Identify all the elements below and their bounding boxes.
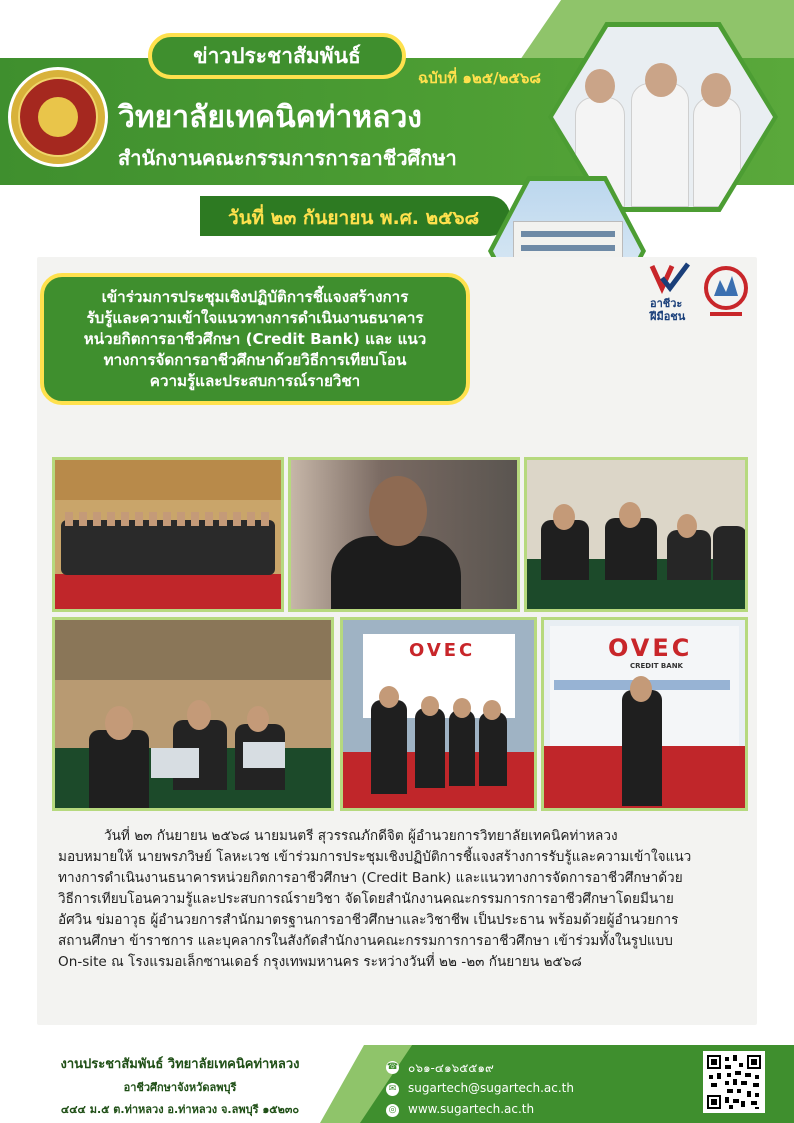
body-line: วันที่ ๒๓ กันยายน ๒๕๖๘ นายมนตรี สุวรรณภักดีจิต ผู้อำนวยการวิทยาลัยเทคนิคท่าหลวง	[104, 828, 618, 844]
attendee-head	[553, 504, 575, 530]
logo-seal	[18, 77, 98, 157]
logo-emblem	[38, 97, 78, 137]
building-windows	[521, 231, 615, 237]
headline-line: รับรู้และความเข้าใจแนวทางการดำเนินงานธนาคาร	[86, 308, 424, 327]
photo-ceiling	[55, 620, 331, 680]
official-head	[645, 63, 677, 97]
news-pill-label: ข่าวประชาสัมพันธ์	[193, 43, 361, 68]
qr-code-icon[interactable]	[703, 1051, 765, 1113]
portrait-photo	[288, 457, 520, 612]
attendee-head	[379, 686, 399, 708]
attendee-head	[453, 698, 471, 718]
attendee-head	[619, 502, 641, 528]
attendee-head	[421, 696, 439, 716]
photo-ceiling	[55, 460, 281, 500]
college-logo-icon	[8, 67, 108, 167]
crowd-heads	[65, 512, 271, 526]
crowd-group	[61, 520, 275, 575]
news-pill	[148, 33, 406, 79]
headline-line: ความรู้และประสบการณ์รายวิชา	[149, 371, 361, 390]
body-line: มอบหมายให้ นายพรภวิษย์ โลหะเวช เข้าร่วมการประชุมเชิงปฏิบัติการชี้แจงสร้างการรับรู้และความเข้าใจแนว	[58, 849, 692, 865]
photo-stage-carpet	[55, 574, 281, 609]
group-photo	[52, 457, 284, 612]
headline-line: ทางการจัดการอาชีวศึกษาด้วยวิธีการเทียบโอน	[103, 350, 407, 369]
attendee-figure	[415, 708, 445, 788]
attendee-figure	[89, 730, 149, 811]
attendee-figure	[449, 710, 475, 786]
headline-box	[40, 273, 470, 405]
body-line: สถานศึกษา ข้าราชการ และบุคลากรในสังกัดสำนักงานคณะกรรมการการอาชีวศึกษา เข้าร่วมทั้งในรูปแบบ	[58, 933, 673, 949]
badge-label: ฝีมือชน	[650, 310, 686, 323]
footer-website[interactable]: www.sugartech.ac.th	[408, 1102, 535, 1116]
speaker-photo	[541, 617, 748, 811]
attendee-figure	[479, 712, 507, 786]
footer-org-name: งานประชาสัมพันธ์ วิทยาลัยเทคนิคท่าหลวง	[60, 1057, 300, 1072]
body-line: On-site ณ โรงแรมอเล็กซานเดอร์ กรุงเทพมหานคร ระหว่างวันที่ ๒๒ -๒๓ กันยายน ๒๕๖๘	[58, 954, 582, 970]
headline-line: เข้าร่วมการประชุมเชิงปฏิบัติการชี้แจงสร้างการ	[101, 287, 409, 306]
audience-photo	[524, 457, 748, 612]
issue-date: วันที่ ๒๓ กันยายน พ.ศ. ๒๕๖๘	[228, 207, 480, 229]
footer-address: ๔๔๔ ม.๕ ต.ท่าหลวง อ.ท่าหลวง จ.ลพบุรี ๑๕๒๓๐	[60, 1103, 300, 1116]
headline-line: หน่วยกิตการอาชีวศึกษา (Credit Bank) และ แนว	[83, 329, 427, 348]
laptop	[243, 742, 285, 768]
phone-icon: ☎	[386, 1062, 399, 1072]
footer-phone: ๐๖๑-๔๑๖๕๕๑๙	[408, 1061, 494, 1075]
attendee-head	[483, 700, 501, 720]
body-line: อัศวิน ข่มอาวุธ ผู้อำนวยการสำนักมาตรฐานการอาชีวศึกษาและวิชาชีพ เป็นประธาน พร้อมด้วยผู้อำนวยการ	[58, 912, 679, 928]
college-name: วิทยาลัยเทคนิคท่าหลวง	[118, 100, 422, 135]
footer-org-province: อาชีวศึกษาจังหวัดลพบุรี	[123, 1081, 237, 1094]
official-head	[701, 73, 731, 107]
building-windows	[521, 245, 615, 251]
attendee-head	[247, 706, 269, 732]
laptops-photo	[52, 617, 334, 811]
news-body	[58, 826, 748, 973]
speaker-figure	[622, 690, 662, 806]
office-name: สำนักงานคณะกรรมการการอาชีวศึกษา	[118, 146, 457, 170]
attendee-head	[187, 700, 211, 730]
badge-label: อาชีวะ	[650, 297, 683, 310]
email-icon: ✉	[386, 1083, 399, 1096]
attendee-head	[105, 706, 133, 740]
province-badge-icon	[700, 262, 752, 320]
ovec-logo: OVEC	[409, 640, 476, 661]
globe-icon: ◎	[386, 1104, 399, 1117]
attendee-figure	[713, 526, 747, 580]
footer-email[interactable]: sugartech@sugartech.ac.th	[408, 1081, 574, 1095]
official-head	[585, 69, 615, 103]
screen-group-photo	[340, 617, 537, 811]
credit-bank-caption: CREDIT BANK	[630, 662, 683, 670]
official-figure	[631, 83, 689, 207]
portrait-body	[331, 536, 461, 612]
issue-number: ฉบับที่ ๑๒๕/๒๕๖๘	[418, 69, 541, 87]
laptop	[151, 748, 199, 778]
attendee-figure	[371, 700, 407, 794]
body-line: วิธีการเทียบโอนความรู้และประสบการณ์รายวิชา จัดโดยสำนักงานคณะกรรมการการอาชีวศึกษาโดยมีนาย	[58, 891, 674, 907]
speaker-head	[630, 676, 652, 702]
ovec-logo: OVEC	[608, 634, 693, 662]
body-line: ทางการดำเนินงานธนาคารหน่วยกิตการอาชีวศึกษา (Credit Bank) และแนวทางการจัดการอาชีวศึกษาด้วย	[58, 870, 683, 886]
attendee-head	[677, 514, 697, 538]
portrait-head	[369, 476, 427, 546]
